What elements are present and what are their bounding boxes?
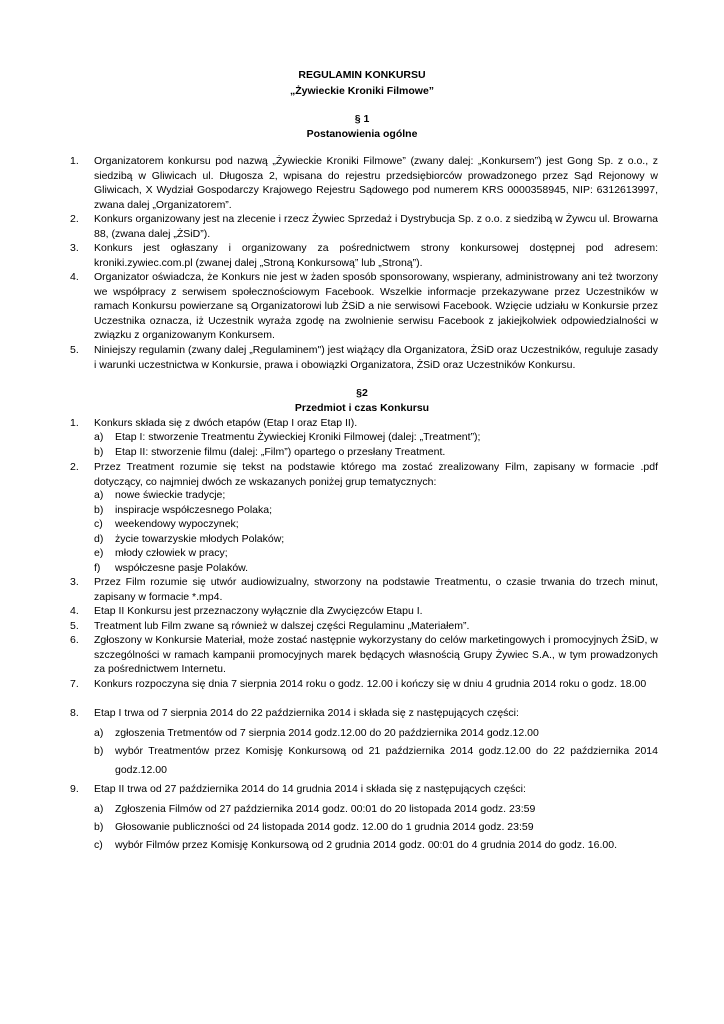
sub-item	[94, 503, 658, 518]
item-number: 9.	[70, 783, 79, 795]
sub-item-letter: c)	[94, 518, 103, 530]
list-item	[70, 212, 658, 241]
section-2-heading: Przedmiot i czas Konkursu	[294, 402, 430, 414]
sub-item-text: zgłoszenia Tretmentów od 7 sierpnia 2014 godz.12.00 do 20 października 2014 godz.12.00	[115, 727, 539, 739]
list-item	[70, 575, 658, 604]
sub-item	[94, 546, 658, 561]
item-number: 6.	[70, 634, 79, 646]
sub-item	[94, 836, 658, 855]
list-item	[70, 416, 658, 431]
list-item	[70, 241, 658, 270]
sub-item-text: współczesne pasje Polaków.	[115, 562, 249, 574]
item-number: 8.	[70, 707, 79, 719]
sub-item-text: wybór Treatmentów przez Komisję Konkursową od 21 października 2014 godz.12.00 do 22 października 2014 godz.12.00	[115, 745, 658, 776]
section-2-number: §2	[356, 387, 368, 399]
item-text: Organizatorem konkursu pod nazwą „Żywieckie Kroniki Filmowe” (zwany dalej: „Konkursem”) jest Gong Sp. z o.o., z siedzibą w Gliwicach ul. Długosza 2, wpisana do rejestru przedsiębiorców prowadzonego przez Sąd Rejonowy w Gliwicach, X Wydział Gospodarczy Krajowego Rejestru Sądowego pod numerem KRS 0000358945, NIP: 6312613997, zwana dalej „Organizatorem”.	[94, 155, 658, 211]
item-text: Konkurs składa się z dwóch etapów (Etap I oraz Etap II).	[94, 417, 358, 429]
sub-item	[94, 532, 658, 547]
document-subtitle: „Żywieckie Kroniki Filmowe”	[289, 85, 435, 97]
item-number: 4.	[70, 605, 79, 617]
item-text: Treatment lub Film zwane są również w dalszej części Regulaminu „Materiałem”.	[94, 620, 470, 632]
sub-item	[94, 818, 658, 837]
sub-item-text: Głosowanie publiczności od 24 listopada 2014 godz. 12.00 do 1 grudnia 2014 godz. 23:59	[115, 821, 534, 833]
list-item	[70, 706, 658, 721]
item-text: Przez Treatment rozumie się tekst na podstawie którego ma zostać zrealizowany Film, zapisany w formacie .pdf dotyczący, co najmniej dwóch ze wskazanych poniżej grup tematycznych:	[94, 461, 658, 488]
sub-item-text: młody człowiek w pracy;	[115, 547, 228, 559]
sub-item-letter: a)	[94, 727, 104, 739]
sub-item	[94, 800, 658, 819]
item-number: 2.	[70, 461, 79, 473]
sub-item-text: Etap I: stworzenie Treatmentu Żywieckiej Kroniki Filmowej (dalej: „Treatment”);	[115, 431, 481, 443]
sub-item	[94, 724, 658, 743]
list-item	[70, 619, 658, 634]
item-text: Etap II Konkursu jest przeznaczony wyłącznie dla Zwycięzców Etapu I.	[94, 605, 423, 617]
list-item	[70, 782, 658, 797]
item-text: Organizator oświadcza, że Konkurs nie jest w żaden sposób sponsorowany, wspierany, administrowany ani też tworzony we współpracy z serwisem społecznościowym Facebook. Wszelkie informacje przekazywane przez Uczestników w ramach Konkursu powierzane są Organizatorowi lub ŻSiD a nie serwisowi Facebook. Wzięcie udziału w Konkursie przez Uczestnika oznacza, iż Uczestnik wyraża zgodę na zwolnienie serwisu Facebook z jakiejkolwiek odpowiedzialności w związku z organizowanym Konkursem.	[94, 271, 658, 341]
sub-item	[94, 561, 658, 576]
item-number: 3.	[70, 242, 79, 254]
item-text: Przez Film rozumie się utwór audiowizualny, stworzony na podstawie Treatmentu, o czasie trwania do trzech minut, zapisany w formacie *.mp4.	[94, 576, 658, 603]
sub-item-letter: a)	[94, 489, 104, 501]
sub-item-letter: b)	[94, 745, 104, 757]
item-text: Niniejszy regulamin (zwany dalej „Regulaminem") jest wiążący dla Organizatora, ŻSiD oraz Uczestników, reguluje zasady i warunki uczestnictwa w Konkursie, prawa i obowiązki Organizatora, ŻSiD oraz Uczestników Konkursu.	[94, 344, 658, 371]
sub-item-letter: c)	[94, 839, 103, 851]
sub-item-text: Etap II: stworzenie filmu (dalej: „Film”) opartego o przesłany Treatment.	[115, 446, 446, 458]
item-text: Etap I trwa od 7 sierpnia 2014 do 22 października 2014 i składa się z następujących części:	[94, 707, 519, 719]
sub-item-letter: a)	[94, 803, 104, 815]
sub-item-letter: d)	[94, 533, 104, 545]
sub-item	[94, 445, 658, 460]
item-number: 7.	[70, 678, 79, 690]
section-1-heading: Postanowienia ogólne	[306, 128, 418, 140]
item-text: Konkurs rozpoczyna się dnia 7 sierpnia 2014 roku o godz. 12.00 i kończy się w dniu 4 grudnia 2014 roku o godz. 18.00	[94, 678, 647, 690]
item-number: 1.	[70, 155, 79, 167]
sub-item-text: weekendowy wypoczynek;	[115, 518, 239, 530]
list-item	[70, 343, 658, 372]
item-number: 1.	[70, 417, 79, 429]
item-number: 3.	[70, 576, 79, 588]
list-item	[70, 460, 658, 489]
sub-item-letter: e)	[94, 547, 104, 559]
item-text: Konkurs jest ogłaszany i organizowany za pośrednictwem strony konkursowej dostępnej pod adresem: kroniki.zywiec.com.pl (zwanej dalej „Stroną Konkursową” lub „Stroną”).	[94, 242, 658, 269]
sub-item-letter: b)	[94, 446, 104, 458]
sub-item-text: życie towarzyskie młodych Polaków;	[115, 533, 285, 545]
list-item	[70, 154, 658, 212]
item-number: 4.	[70, 271, 79, 283]
section-1-number: § 1	[354, 113, 370, 125]
sub-item	[94, 430, 658, 445]
item-number: 2.	[70, 213, 79, 225]
list-item	[70, 604, 658, 619]
sub-item-text: inspiracje współczesnego Polaka;	[115, 504, 273, 516]
item-text: Konkurs organizowany jest na zlecenie i rzecz Żywiec Sprzedaż i Dystrybucja Sp. z o.o. z siedzibą w Żywcu ul. Browarna 88, (zwana dalej „ŻSiD”).	[94, 213, 658, 240]
sub-item	[94, 488, 658, 503]
list-item	[70, 270, 658, 343]
sub-item	[94, 742, 658, 780]
sub-item-text: wybór Filmów przez Komisję Konkursową od 2 grudnia 2014 godz. 00:01 do 4 grudnia 2014 do godz. 16.00.	[115, 839, 617, 851]
sub-item-letter: b)	[94, 504, 104, 516]
sub-item-letter: f)	[94, 562, 101, 574]
list-item	[70, 677, 658, 692]
sub-item-text: Zgłoszenia Filmów od 27 października 2014 godz. 00:01 do 20 listopada 2014 godz. 23:59	[115, 803, 536, 815]
sub-item-letter: b)	[94, 821, 104, 833]
item-number: 5.	[70, 620, 79, 632]
item-text: Etap II trwa od 27 października 2014 do 14 grudnia 2014 i składa się z następujących części:	[94, 783, 526, 795]
item-text: Zgłoszony w Konkursie Materiał, może zostać następnie wykorzystany do celów marketingowych i promocyjnych ŻSiD, w szczególności w ramach kampanii promocyjnych marek będących własnością Grupy Żywiec S.A., w tym prowadzonych za pośrednictwem Internetu.	[94, 634, 658, 675]
document-title: REGULAMIN KONKURSU	[298, 69, 426, 81]
item-number: 5.	[70, 344, 79, 356]
sub-item-letter: a)	[94, 431, 104, 443]
sub-item-text: nowe świeckie tradycje;	[115, 489, 226, 501]
list-item	[70, 633, 658, 677]
sub-item	[94, 517, 658, 532]
